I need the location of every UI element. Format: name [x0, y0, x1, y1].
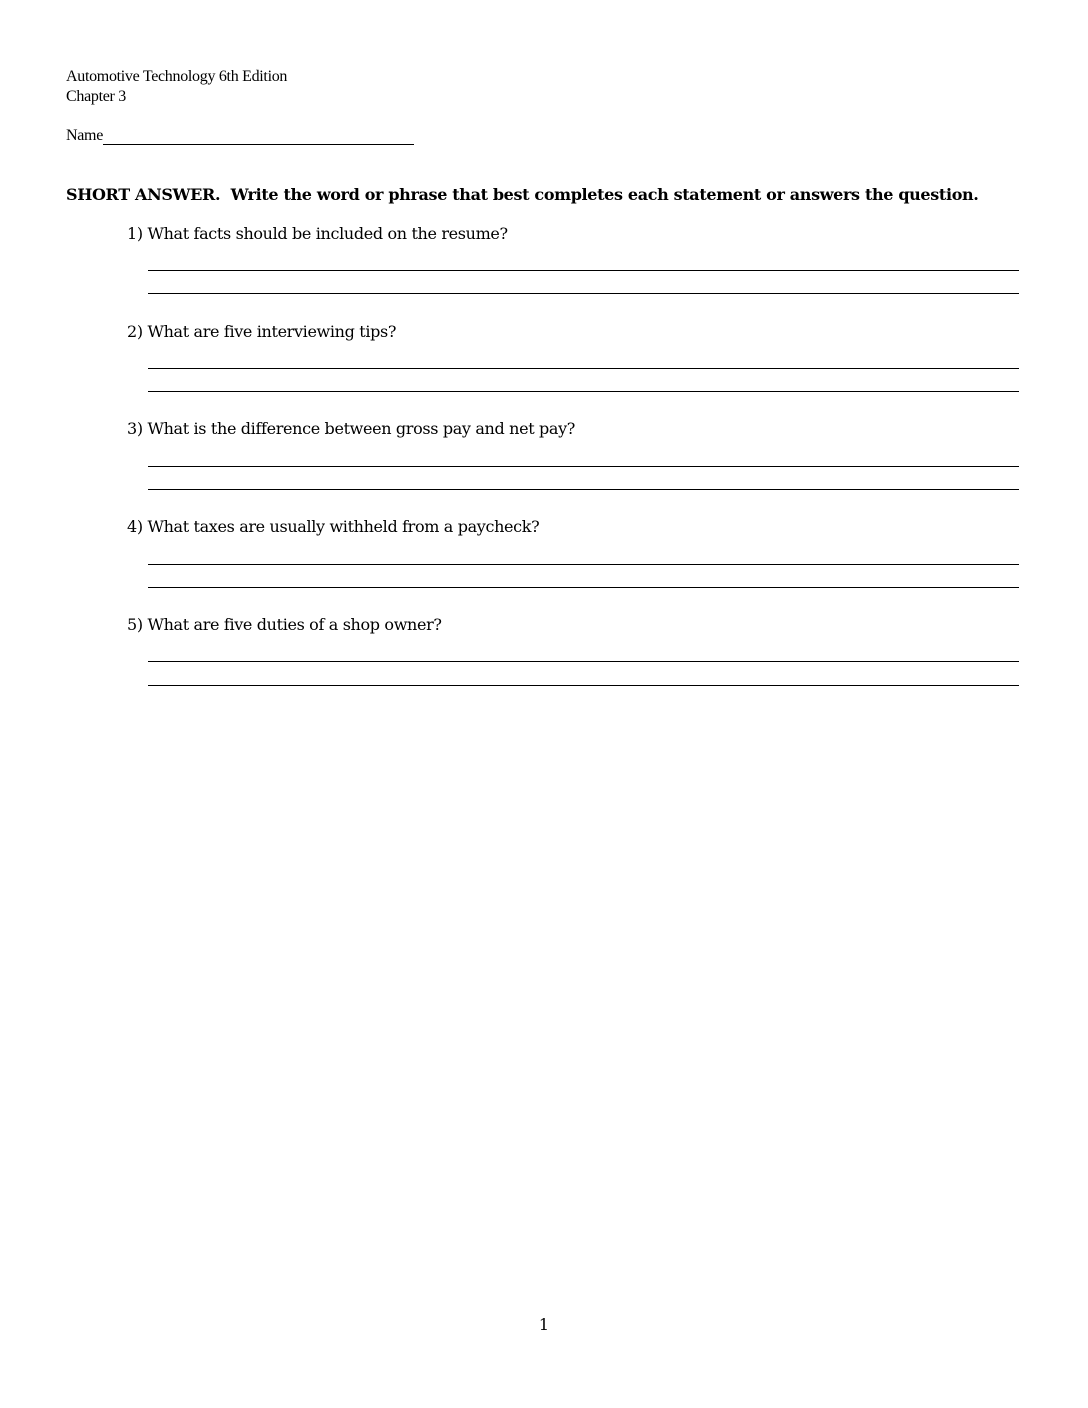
answer-line-2a[interactable] [148, 368, 1019, 369]
question-text: What are five interviewing tips? [147, 322, 397, 341]
question-text: What are five duties of a shop owner? [147, 615, 442, 634]
answer-line-3a[interactable] [148, 466, 1019, 467]
question-text: What is the difference between gross pay and net pay? [147, 419, 576, 438]
question-4 [127, 517, 539, 537]
question-number: 3) [127, 419, 143, 438]
answer-line-5b[interactable] [148, 685, 1019, 686]
question-number: 1) [127, 224, 143, 243]
question-text: What facts should be included on the resume? [147, 224, 508, 243]
question-3 [127, 419, 575, 439]
question-number: 5) [127, 615, 143, 634]
page-number: 1 [538, 1315, 550, 1334]
book-title: Automotive Technology 6th Edition [66, 68, 288, 85]
answer-line-3b[interactable] [148, 489, 1019, 490]
question-5 [127, 615, 442, 635]
answer-line-4a[interactable] [148, 564, 1019, 565]
answer-line-1a[interactable] [148, 270, 1019, 271]
question-2 [127, 322, 396, 342]
instructions [66, 185, 979, 205]
question-1 [127, 224, 508, 244]
question-text: What taxes are usually withheld from a paycheck? [147, 517, 540, 536]
name-field[interactable] [103, 128, 414, 145]
answer-line-5a[interactable] [148, 661, 1019, 662]
name-row [66, 126, 414, 146]
answer-line-2b[interactable] [148, 391, 1019, 392]
question-number: 2) [127, 322, 143, 341]
chapter-label: Chapter 3 [66, 88, 126, 105]
answer-line-4b[interactable] [148, 587, 1019, 588]
name-label: Name [66, 127, 104, 144]
question-number: 4) [127, 517, 143, 536]
instructions-text: Write the word or phrase that best completes each statement or answers the question. [230, 185, 979, 204]
answer-line-1b[interactable] [148, 293, 1019, 294]
instructions-lead: SHORT ANSWER. [66, 185, 221, 204]
